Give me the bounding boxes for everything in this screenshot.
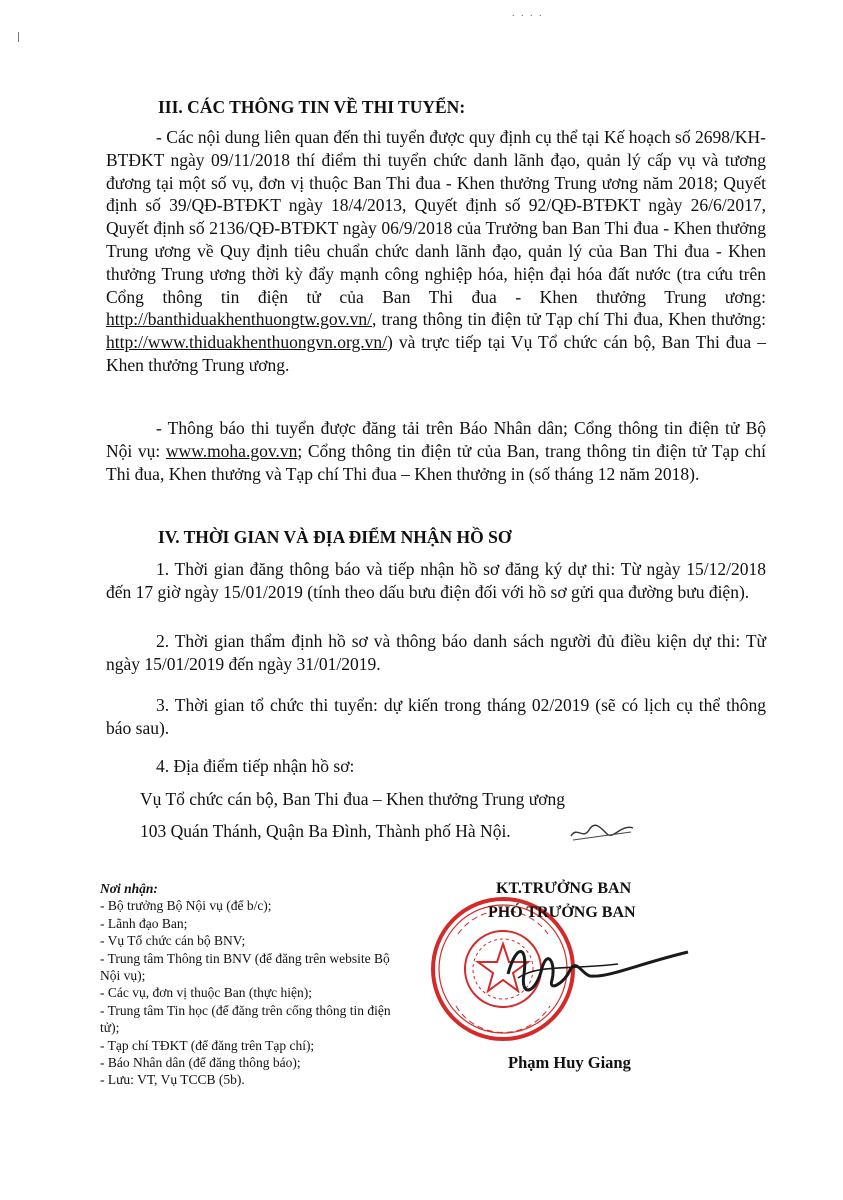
recipient-item: - Lưu: VT, Vụ TCCB (5b). [100,1072,245,1088]
signature-block [428,872,728,1112]
link-thiduakhenthuongvn[interactable]: http://www.thiduakhenthuongvn.org.vn/ [106,332,387,353]
recipients-list [100,880,400,1089]
paragraph-text: - Thông báo thi tuyển được đăng tải trên Báo Nhân dân; Cổng thông tin điện tử Bộ Nội vụ: [106,418,766,461]
address-line-1: Vụ Tổ chức cán bộ, Ban Thi đua – Khen thưởng Trung ương [140,789,565,809]
recipient-item: - Trung tâm Thông tin BNV (để đăng trên website Bộ Nội vụ); [100,950,390,984]
paragraph-text: - Các nội dung liên quan đến thi tuyển được quy định cụ thể tại Kế hoạch số 2698/KH-BTĐKT ngày 09/11/2018 thí điểm thi tuyển chức danh lãnh đạo, quản lý cấp vụ và tương đương tại một số vụ, đơn vị thuộc Ban Thi đua - Khen thưởng Trung ương năm 2018; Quyết định số 39/QĐ-BTĐKT ngày 18/4/2013, Quyết định số 92/QĐ-BTĐKT ngày 26/6/2017, Quyết định số 2136/QĐ-BTĐKT ngày 06/9/2018 của Trưởng ban Ban Thi đua - Khen thưởng Trung ương về Quy định tiêu chuẩn chức danh lãnh đạo, quản lý của Ban Thi đua - Khen thưởng Trung ương thời kỳ đẩy mạnh công nghiệp hóa, hiện đại hóa đất nước (tra cứu trên Cổng thông tin điện tử của Ban Thi đua - Khen thưởng Trung ương: [106,127,766,307]
recipient-item: - Lãnh đạo Ban; [100,915,188,931]
link-moha[interactable]: www.moha.gov.vn [165,440,298,461]
recipient-item: - Trung tâm Tin học (để đăng trên cổng thông tin điện tử); [100,1002,391,1036]
paragraph-text: , trang thông tin điện tử Tạp chí Thi đua, Khen thưởng: [372,309,766,330]
recipient-item: - Vụ Tổ chức cán bộ BNV; [100,933,246,949]
recipient-item: - Các vụ, đơn vị thuộc Ban (thực hiện); [100,985,313,1001]
signature-title-1: KT.TRƯỞNG BAN [496,880,632,897]
handwritten-signature-icon [498,934,698,1004]
recipients-title: Nơi nhận: [100,881,158,896]
signature-title-2: PHÓ TRƯỞNG BAN [488,904,636,921]
section-4-item-1: 1. Thời gian đăng thông báo và tiếp nhận hồ sơ đăng ký dự thi: Từ ngày 15/12/2018 đến 17 giờ ngày 15/01/2019 (tính theo dấu bưu điện đối với hồ sơ gửi qua đường bưu điện). [106,559,766,602]
recipient-item: - Tạp chí TĐKT (để đăng trên Tạp chí); [100,1037,315,1053]
section-3-title: III. CÁC THÔNG TIN VỀ THI TUYỂN: [158,97,466,117]
section-3-paragraph-1 [106,126,766,377]
section-3-paragraph-2 [106,417,766,485]
recipient-item: - Bộ trưởng Bộ Nội vụ (để b/c); [100,898,272,914]
section-4-item-2: 2. Thời gian thẩm định hồ sơ và thông báo danh sách người đủ điều kiện dự thi: Từ ngày 15/01/2019 đến ngày 31/01/2019. [106,631,766,674]
link-banthiduakhenthuongtw[interactable]: http://banthiduakhenthuongtw.gov.vn/ [106,309,373,330]
paragraph-text: ) và trực tiếp tại Vụ Tổ chức cán bộ, Ban Thi đua – Khen thưởng Trung ương. [106,332,766,375]
signer-name: Phạm Huy Giang [508,1053,631,1072]
section-4-title: IV. THỜI GIAN VÀ ĐỊA ĐIỂM NHẬN HỒ SƠ [158,527,512,547]
section-4-item-4: 4. Địa điểm tiếp nhận hồ sơ: [156,756,355,776]
section-4-item-3: 3. Thời gian tổ chức thi tuyển: dự kiến trong tháng 02/2019 (sẽ có lịch cụ thể thông báo sau). [106,695,766,738]
address-line-2: 103 Quán Thánh, Quận Ba Đình, Thành phố Hà Nội. [140,821,511,841]
initials-scribble-icon [567,818,637,844]
recipient-item: - Báo Nhân dân (để đăng thông báo); [100,1055,301,1071]
paragraph-text: ; Cổng thông tin điện tử của Ban, trang thông tin điện tử Tạp chí Thi đua, Khen thưởng và Tạp chí Thi đua – Khen thưởng in (số tháng 12 năm 2018). [106,440,766,484]
scan-edge-mark [18,32,19,42]
scan-mark: . . . . [512,8,544,19]
